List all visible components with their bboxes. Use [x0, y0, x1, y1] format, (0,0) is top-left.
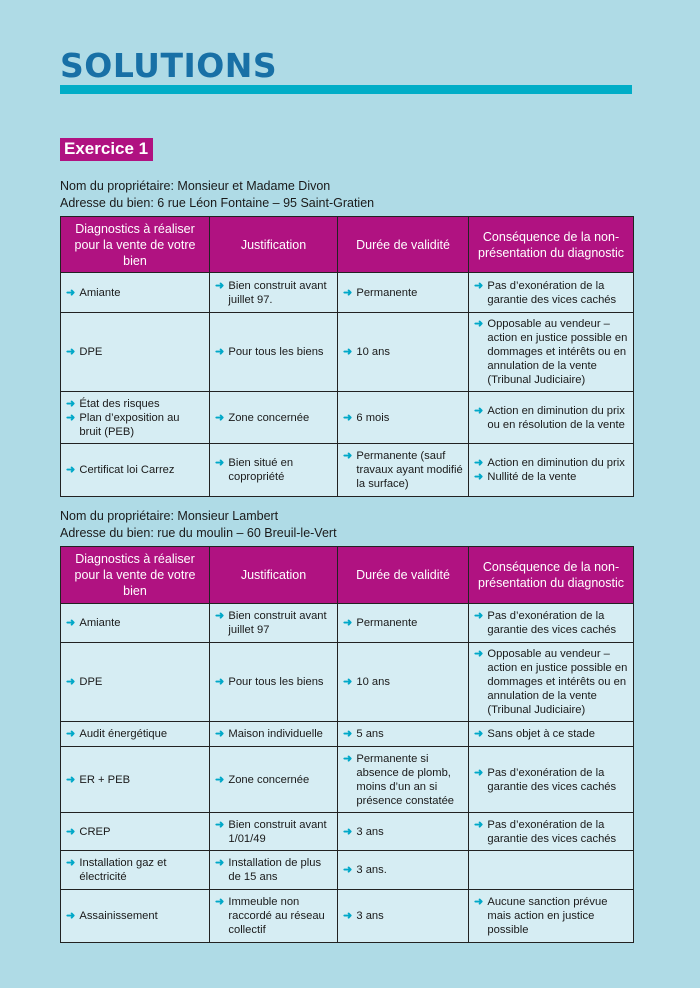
header-diagnostic: Diagnostics à réaliser pour la vente de votre bien [61, 217, 210, 273]
item-text: 6 mois [356, 411, 390, 424]
cell-consequence [469, 604, 634, 643]
item-text: Opposable au vendeur – action en justice possible en dommages et intérêts ou en annulation de la vente (Tribunal Judiciaire) [487, 648, 628, 716]
diagnostics-table-1 [60, 216, 634, 497]
item-text: Pour tous les biens [228, 346, 324, 358]
list-item [66, 675, 204, 689]
list-item [66, 856, 204, 884]
item-text: DPE [79, 676, 103, 688]
property-address: Adresse du bien: 6 rue Léon Fontaine – 95 Saint-Gratien [60, 196, 375, 210]
cell-justification [210, 313, 338, 392]
item-text: 3 ans [356, 910, 384, 922]
arrow-icon: ➜ [66, 910, 76, 922]
arrow-icon: ➜ [474, 818, 484, 831]
cell-diagnostic [61, 604, 210, 643]
cell-validity [338, 851, 469, 890]
header-row [61, 217, 634, 273]
cell-diagnostic [61, 851, 210, 890]
table-row [61, 722, 634, 747]
cell-validity [338, 273, 469, 313]
item-text: Permanente [356, 617, 418, 629]
arrow-icon: ➜ [66, 411, 76, 424]
item-text: Assainissement [79, 910, 158, 922]
arrow-icon: ➜ [66, 857, 76, 869]
arrow-icon: ➜ [343, 450, 353, 462]
cell-justification [210, 851, 338, 890]
arrow-icon: ➜ [215, 610, 225, 622]
list-item [474, 456, 628, 470]
arrow-icon: ➜ [343, 825, 353, 838]
table-row [61, 444, 634, 497]
owner-name: Nom du propriétaire: Monsieur Lambert [60, 509, 279, 523]
arrow-icon: ➜ [474, 318, 484, 330]
item-text: DPE [79, 346, 103, 358]
cell-justification [210, 444, 338, 497]
cell-diagnostic [61, 813, 210, 851]
item-text: Nullité de la vente [487, 471, 577, 483]
cell-consequence [469, 313, 634, 392]
item-text: État des risques [79, 397, 160, 410]
item-text: Installation de plus de 15 ans [228, 857, 322, 883]
cell-consequence [469, 444, 634, 497]
cell-justification [210, 890, 338, 943]
arrow-icon: ➜ [474, 404, 484, 417]
cell-justification [210, 747, 338, 813]
list-item [215, 456, 332, 484]
cell-justification [210, 604, 338, 643]
list-item [66, 345, 204, 359]
cell-consequence [469, 722, 634, 747]
list-item [474, 727, 628, 741]
cell-diagnostic [61, 722, 210, 747]
arrow-icon: ➜ [474, 471, 484, 483]
list-item [343, 727, 463, 741]
arrow-icon: ➜ [474, 896, 484, 908]
item-text: ER + PEB [79, 773, 131, 786]
arrow-icon: ➜ [343, 752, 353, 765]
list-item [215, 279, 332, 307]
list-item [474, 470, 628, 484]
list-item [215, 727, 332, 741]
item-text: Certificat loi Carrez [79, 464, 175, 476]
header-consequence: Conséquence de la non-présentation du diagnostic [469, 547, 634, 604]
arrow-icon: ➜ [66, 825, 76, 838]
item-text: Pas d’exonération de la garantie des vices cachés [487, 818, 617, 845]
arrow-icon: ➜ [215, 773, 225, 786]
header-justification: Justification [210, 547, 338, 604]
cell-diagnostic [61, 313, 210, 392]
cell-validity [338, 643, 469, 722]
case-1-info [60, 178, 374, 212]
arrow-icon: ➜ [66, 676, 76, 688]
arrow-icon: ➜ [474, 279, 484, 292]
item-text: Amiante [79, 286, 121, 299]
arrow-icon: ➜ [66, 397, 76, 410]
list-item [215, 895, 332, 937]
item-text: 10 ans [356, 346, 390, 358]
header-validity: Durée de validité [338, 547, 469, 604]
cell-validity [338, 813, 469, 851]
item-text: 10 ans [356, 676, 390, 688]
arrow-icon: ➜ [474, 610, 484, 622]
item-text: 3 ans [356, 825, 384, 838]
list-item [215, 818, 332, 846]
cell-consequence [469, 273, 634, 313]
cell-validity [338, 890, 469, 943]
table-row [61, 813, 634, 851]
list-item [343, 616, 463, 630]
arrow-icon: ➜ [215, 457, 225, 469]
arrow-icon: ➜ [215, 728, 225, 740]
cell-validity [338, 444, 469, 497]
item-text: Opposable au vendeur – action en justice possible en dommages et intérêts ou en annulation de la vente (Tribunal Judiciaire) [487, 318, 628, 386]
arrow-icon: ➜ [215, 411, 225, 424]
arrow-icon: ➜ [66, 617, 76, 629]
item-text: Audit énergétique [79, 728, 168, 740]
item-text: Action en diminution du prix ou en résolution de la vente [487, 404, 625, 431]
table-row [61, 604, 634, 643]
cell-justification [210, 813, 338, 851]
list-item [474, 895, 628, 937]
cell-consequence [469, 890, 634, 943]
cell-diagnostic [61, 273, 210, 313]
owner-name: Nom du propriétaire: Monsieur et Madame Divon [60, 179, 331, 193]
list-item [215, 609, 332, 637]
arrow-icon: ➜ [66, 286, 76, 299]
list-item [66, 616, 204, 630]
arrow-icon: ➜ [215, 676, 225, 688]
cell-diagnostic [61, 392, 210, 444]
table-row [61, 643, 634, 722]
list-item [474, 818, 628, 846]
list-item [474, 609, 628, 637]
item-text: Permanente (sauf travaux ayant modifié la surface) [356, 450, 463, 490]
arrow-icon: ➜ [343, 676, 353, 688]
arrow-icon: ➜ [343, 864, 353, 876]
cell-validity [338, 722, 469, 747]
title-divider [60, 85, 632, 94]
cell-consequence [469, 851, 634, 890]
list-item [66, 411, 204, 439]
item-text: Bien construit avant juillet 97. [228, 279, 327, 306]
list-item [215, 411, 332, 425]
arrow-icon: ➜ [215, 896, 225, 908]
item-text: 3 ans. [356, 864, 387, 876]
table-row [61, 392, 634, 444]
arrow-icon: ➜ [343, 728, 353, 740]
exercise-badge: Exercice 1 [60, 138, 153, 161]
header-row [61, 547, 634, 604]
arrow-icon: ➜ [343, 286, 353, 299]
item-text: Installation gaz et électricité [79, 857, 167, 883]
arrow-icon: ➜ [66, 728, 76, 740]
arrow-icon: ➜ [343, 411, 353, 424]
item-text: Amiante [79, 617, 121, 629]
list-item [474, 279, 628, 307]
arrow-icon: ➜ [215, 857, 225, 869]
item-text: 5 ans [356, 728, 384, 740]
case-2-info [60, 508, 337, 542]
item-text: Immeuble non raccordé au réseau collectif [228, 896, 325, 936]
cell-validity [338, 747, 469, 813]
property-address: Adresse du bien: rue du moulin – 60 Breuil-le-Vert [60, 526, 337, 540]
arrow-icon: ➜ [66, 773, 76, 786]
table-row [61, 273, 634, 313]
page-title: SOLUTIONS [60, 46, 278, 85]
list-item [215, 856, 332, 884]
item-text: Bien situé en copropriété [228, 457, 294, 483]
arrow-icon: ➜ [343, 617, 353, 629]
cell-justification [210, 273, 338, 313]
list-item [474, 766, 628, 794]
list-item [66, 397, 204, 411]
cell-validity [338, 604, 469, 643]
cell-consequence [469, 747, 634, 813]
arrow-icon: ➜ [66, 464, 76, 476]
list-item [343, 411, 463, 425]
list-item [343, 863, 463, 877]
arrow-icon: ➜ [474, 457, 484, 469]
cell-diagnostic [61, 444, 210, 497]
list-item [66, 727, 204, 741]
header-justification: Justification [210, 217, 338, 273]
arrow-icon: ➜ [474, 728, 484, 740]
arrow-icon: ➜ [474, 648, 484, 660]
item-text: Zone concernée [228, 411, 310, 424]
arrow-icon: ➜ [215, 279, 225, 292]
table-row [61, 747, 634, 813]
list-item [215, 773, 332, 787]
header-diagnostic: Diagnostics à réaliser pour la vente de votre bien [61, 547, 210, 604]
cell-diagnostic [61, 890, 210, 943]
item-text: Zone concernée [228, 773, 310, 786]
item-text: Maison individuelle [228, 728, 323, 740]
list-item [343, 752, 463, 808]
cell-justification [210, 643, 338, 722]
list-item [66, 773, 204, 787]
list-item [343, 825, 463, 839]
list-item [343, 449, 463, 491]
item-text: CREP [79, 825, 111, 838]
arrow-icon: ➜ [66, 346, 76, 358]
list-item [343, 286, 463, 300]
cell-consequence [469, 813, 634, 851]
item-text: Plan d’exposition au bruit (PEB) [79, 411, 180, 438]
item-text: Aucune sanction prévue mais action en justice possible [487, 896, 608, 936]
list-item [215, 345, 332, 359]
arrow-icon: ➜ [474, 766, 484, 779]
list-item [343, 345, 463, 359]
arrow-icon: ➜ [343, 910, 353, 922]
cell-validity [338, 313, 469, 392]
item-text: Pas d’exonération de la garantie des vices cachés [487, 766, 617, 793]
table-row [61, 890, 634, 943]
list-item [474, 317, 628, 387]
list-item [343, 675, 463, 689]
list-item [343, 909, 463, 923]
header-validity: Durée de validité [338, 217, 469, 273]
arrow-icon: ➜ [343, 346, 353, 358]
list-item [474, 647, 628, 717]
arrow-icon: ➜ [215, 818, 225, 831]
item-text: Bien construit avant 1/01/49 [228, 818, 327, 845]
item-text: Permanente [356, 286, 418, 299]
item-text: Bien construit avant juillet 97 [228, 610, 327, 636]
table-row [61, 313, 634, 392]
cell-diagnostic [61, 643, 210, 722]
cell-validity [338, 392, 469, 444]
list-item [66, 463, 204, 477]
item-text: Pour tous les biens [228, 676, 324, 688]
cell-diagnostic [61, 747, 210, 813]
list-item [66, 825, 204, 839]
item-text: Action en diminution du prix [487, 457, 625, 469]
list-item [66, 286, 204, 300]
cell-justification [210, 722, 338, 747]
arrow-icon: ➜ [215, 346, 225, 358]
cell-justification [210, 392, 338, 444]
item-text: Sans objet à ce stade [487, 728, 595, 740]
header-consequence: Conséquence de la non-présentation du diagnostic [469, 217, 634, 273]
list-item [474, 404, 628, 432]
item-text: Pas d’exonération de la garantie des vices cachés [487, 279, 617, 306]
diagnostics-table-2 [60, 546, 634, 943]
cell-consequence [469, 643, 634, 722]
item-text: Pas d’exonération de la garantie des vices cachés [487, 610, 617, 636]
table-row [61, 851, 634, 890]
list-item [215, 675, 332, 689]
cell-consequence [469, 392, 634, 444]
item-text: Permanente si absence de plomb, moins d’un an si présence constatée [356, 752, 455, 807]
list-item [66, 909, 204, 923]
